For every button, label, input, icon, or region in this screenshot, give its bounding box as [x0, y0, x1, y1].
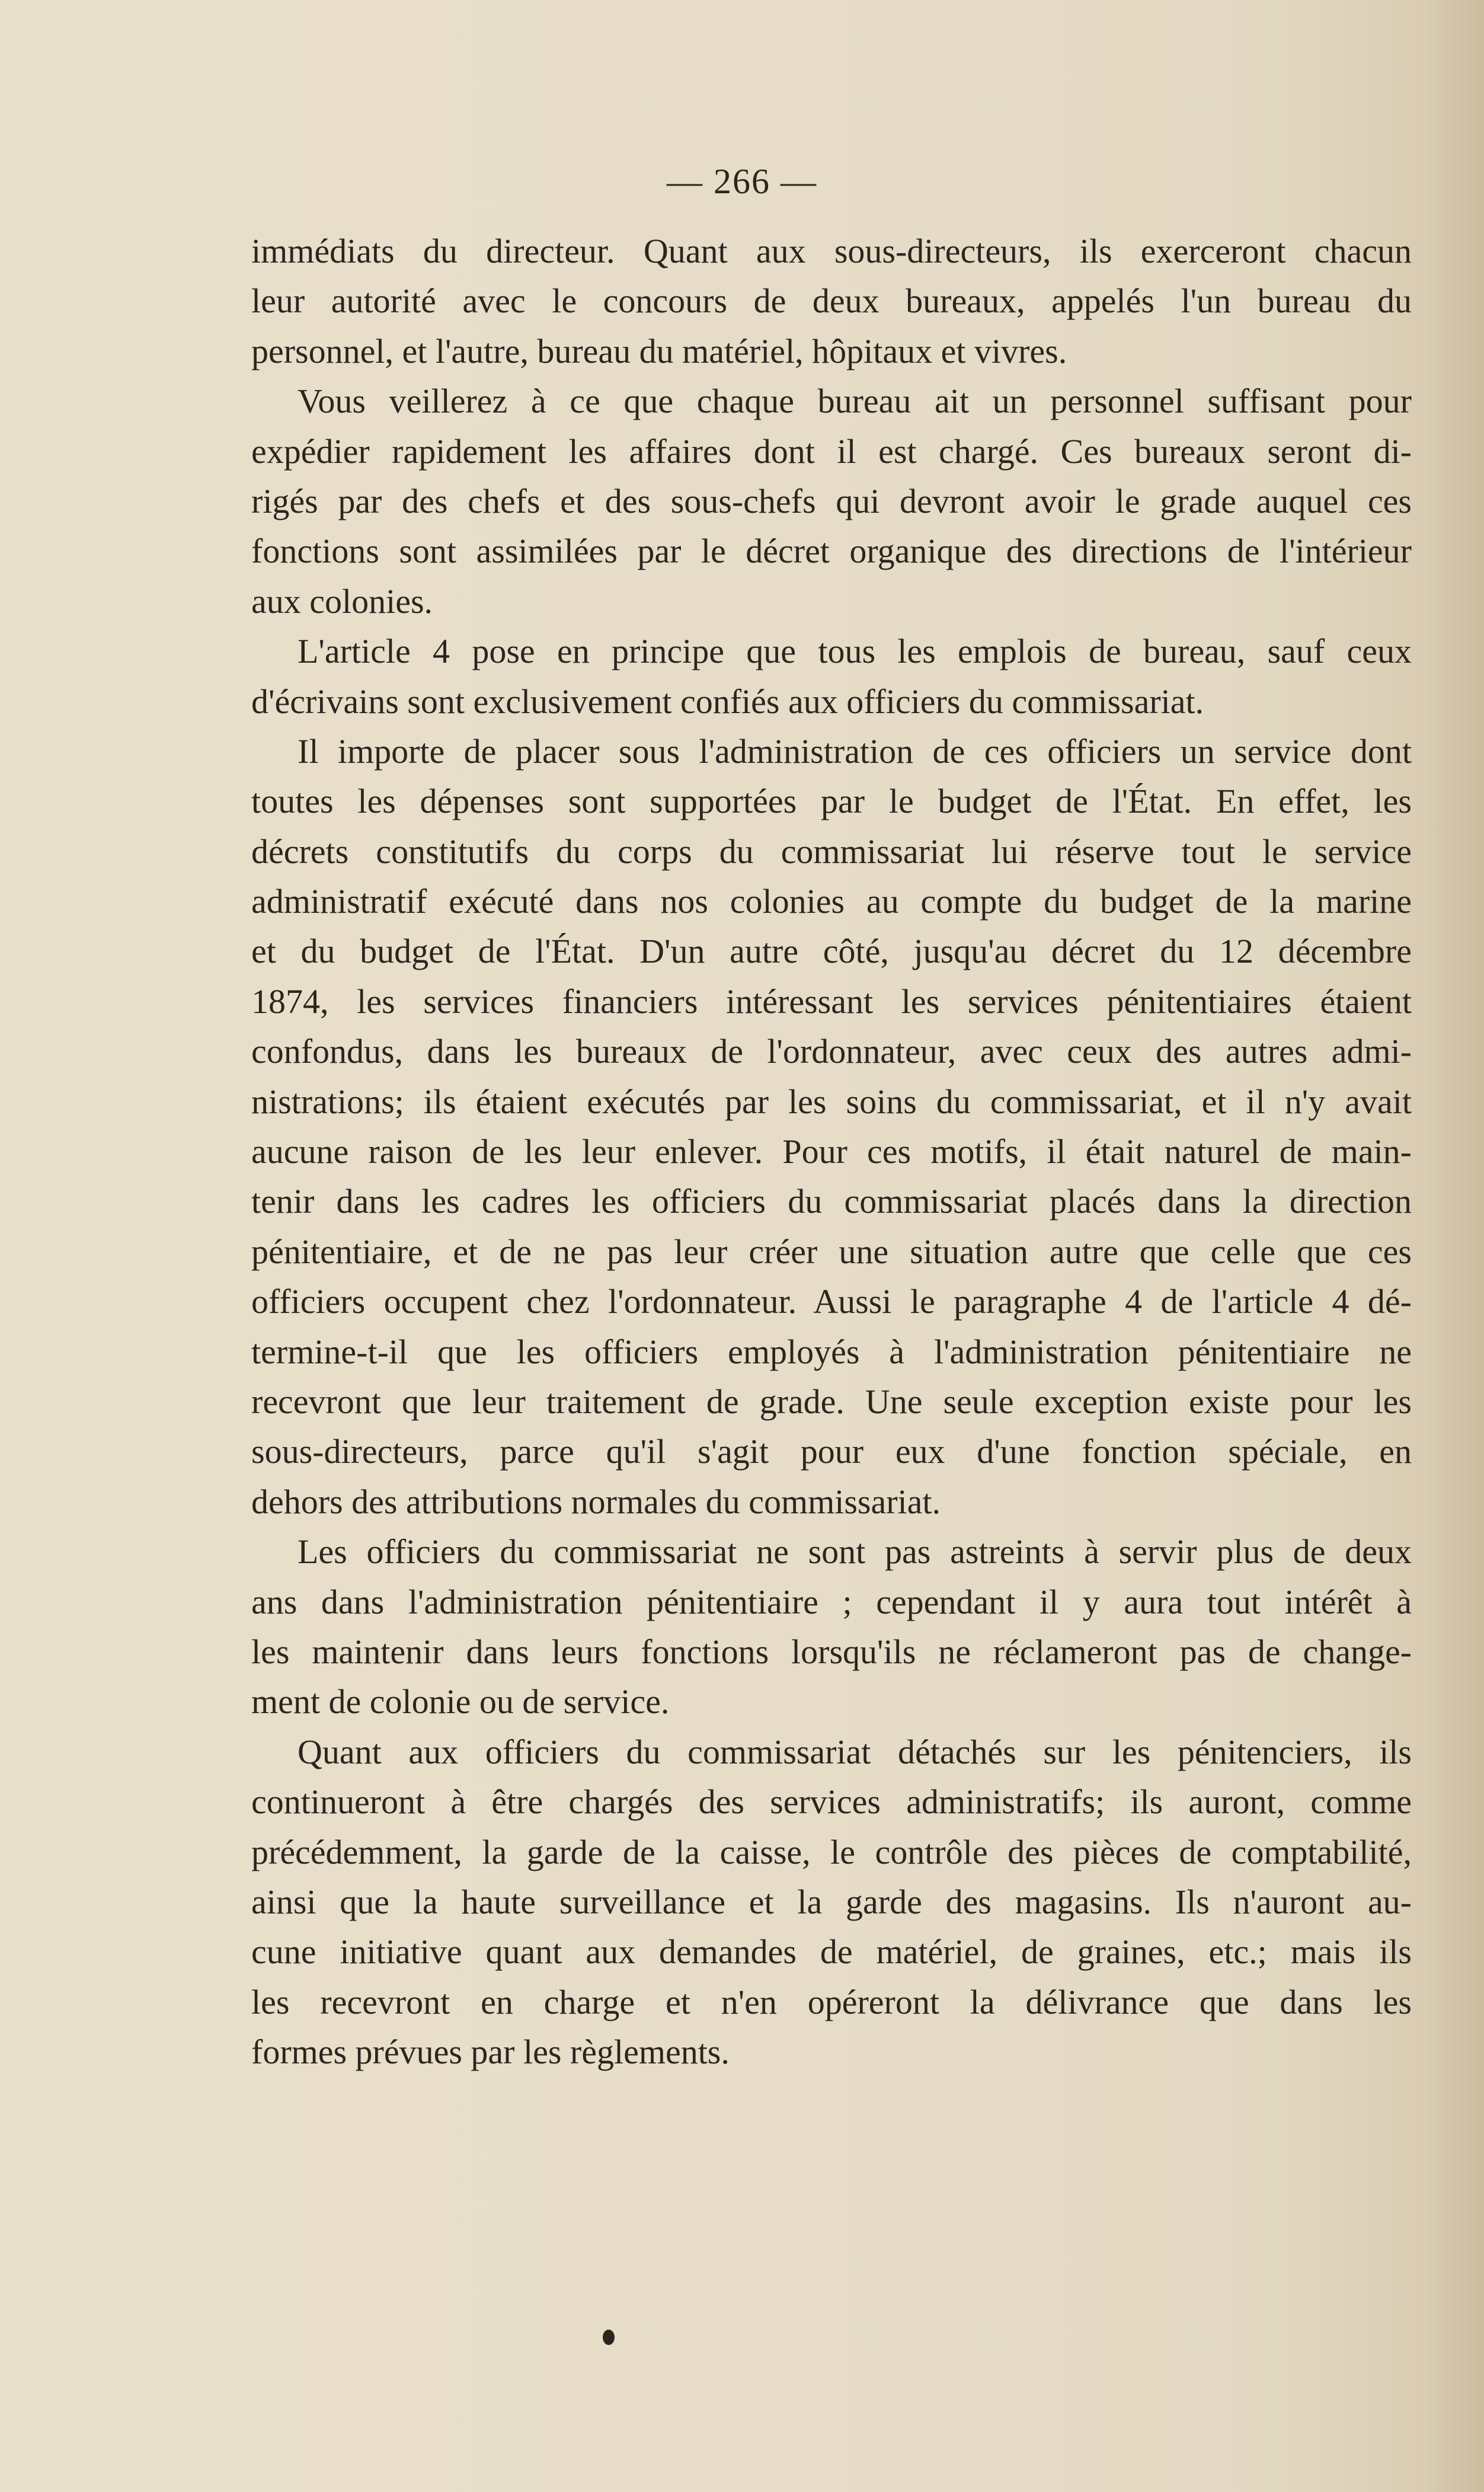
body-text [251, 226, 1412, 2077]
text-line: ainsi que la haute surveillance et la garde des magasins. Ils n'auront au- [251, 1882, 1412, 1921]
text-line: toutes les dépenses sont supportées par le budget de l'État. En effet, les [251, 782, 1412, 821]
page-number: — 266 — [667, 162, 817, 201]
text-line: Vous veillerez à ce que chaque bureau ait un personnel suffisant pour [298, 382, 1412, 421]
text-line: rigés par des chefs et des sous-chefs qui devront avoir le grade auquel ces [251, 481, 1412, 520]
ink-spot [603, 2330, 615, 2345]
text-line: confondus, dans les bureaux de l'ordonnateur, avec ceux des autres admi- [251, 1032, 1412, 1071]
text-line: Quant aux officiers du commissariat détachés sur les pénitenciers, ils [298, 1732, 1412, 1771]
text-line: tenir dans les cadres les officiers du commissariat placés dans la direction [251, 1182, 1412, 1221]
text-line: décrets constitutifs du corps du commissariat lui réserve tout le service [251, 832, 1412, 871]
text-line: aucune raison de les leur enlever. Pour ces motifs, il était naturel de main- [251, 1132, 1412, 1171]
text-line: pénitentiaire, et de ne pas leur créer une situation autre que celle que ces [251, 1232, 1412, 1271]
text-line: personnel, et l'autre, bureau du matériel, hôpitaux et vivres. [251, 331, 1067, 370]
text-line: formes prévues par les règlements. [251, 2033, 730, 2072]
text-line: recevront que leur traitement de grade. Une seule exception existe pour les [251, 1382, 1412, 1421]
text-line: immédiats du directeur. Quant aux sous-directeurs, ils exerceront chacun [251, 232, 1412, 270]
text-line: leur autorité avec le concours de deux bureaux, appelés l'un bureau du [251, 282, 1412, 321]
text-line: administratif exécuté dans nos colonies au compte du budget de la marine [251, 882, 1412, 921]
text-line: d'écrivains sont exclusivement confiés aux officiers du commissariat. [251, 682, 1204, 721]
text-line: nistrations; ils étaient exécutés par les soins du commissariat, et il n'y avait [251, 1082, 1412, 1121]
text-line: Les officiers du commissariat ne sont pas astreints à servir plus de deux [298, 1532, 1412, 1571]
text-line: termine-t-il que les officiers employés à l'administration pénitentiaire ne [251, 1332, 1412, 1371]
paragraph [251, 1527, 1412, 1727]
text-line: fonctions sont assimilées par le décret organique des directions de l'intérieur [251, 532, 1412, 571]
paragraph [251, 376, 1412, 627]
text-line: les maintenir dans leurs fonctions lorsqu'ils ne réclameront pas de change- [251, 1632, 1412, 1671]
paragraph [251, 727, 1412, 1527]
text-line: expédier rapidement les affaires dont il est chargé. Ces bureaux seront di- [251, 432, 1412, 471]
text-line: ment de colonie ou de service. [251, 1682, 670, 1721]
text-line: ans dans l'administration pénitentiaire ; cependant il y aura tout intérêt à [251, 1582, 1412, 1621]
text-line: sous-directeurs, parce qu'il s'agit pour eux d'une fonction spéciale, en [251, 1432, 1412, 1471]
text-line: cune initiative quant aux demandes de matériel, de graines, etc.; mais ils [251, 1932, 1412, 1972]
text-line: Il importe de placer sous l'administration de ces officiers un service dont [298, 731, 1412, 771]
text-line: précédemment, la garde de la caisse, le contrôle des pièces de comptabilité, [251, 1832, 1412, 1871]
text-line: continueront à être chargés des services administratifs; ils auront, comme [251, 1782, 1412, 1822]
paragraph [251, 627, 1412, 727]
text-line: et du budget de l'État. D'un autre côté, jusqu'au décret du 12 décembre [251, 932, 1412, 971]
text-line: L'article 4 pose en principe que tous les emplois de bureau, sauf ceux [298, 632, 1412, 671]
text-line: officiers occupent chez l'ordonnateur. Aussi le paragraphe 4 de l'article 4 dé- [251, 1282, 1412, 1321]
text-line: dehors des attributions normales du commissariat. [251, 1482, 941, 1521]
paragraph [251, 226, 1412, 376]
text-line: 1874, les services financiers intéressant les services pénitentiaires étaient [251, 982, 1412, 1021]
paragraph [251, 1727, 1412, 2078]
text-line: les recevront en charge et n'en opéreront la délivrance que dans les [251, 1982, 1412, 2021]
text-line: aux colonies. [251, 582, 433, 621]
